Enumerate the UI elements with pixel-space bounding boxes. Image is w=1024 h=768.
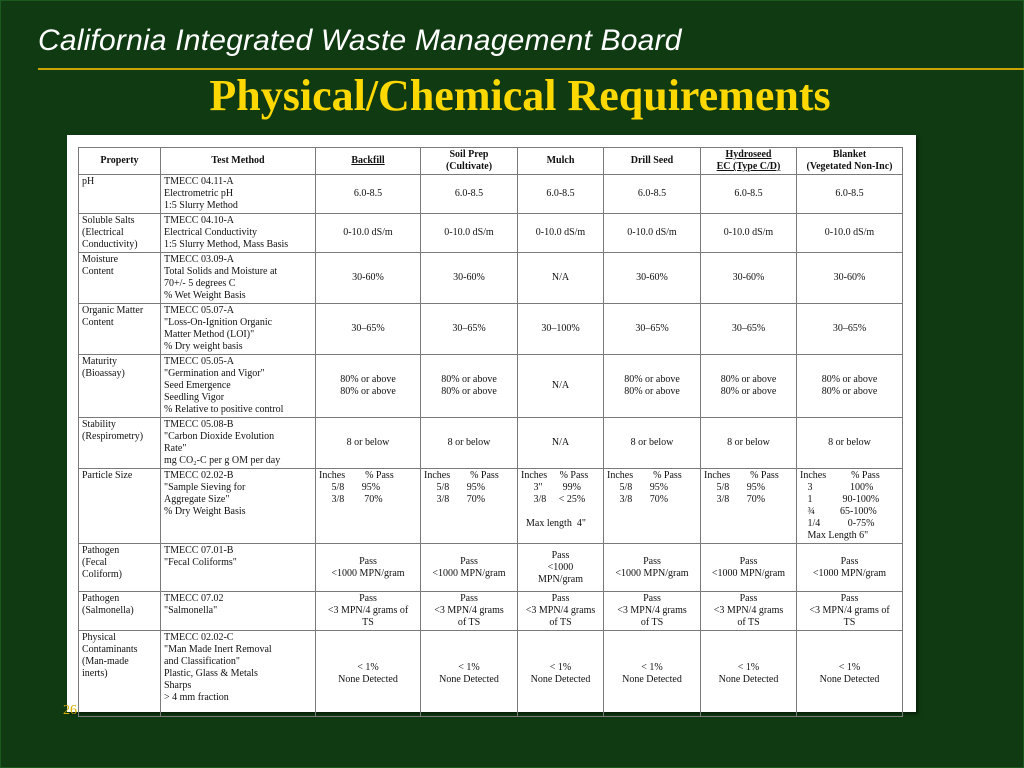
value-cell: 6.0-8.5 bbox=[604, 175, 701, 214]
value-cell: N/A bbox=[518, 355, 604, 418]
test-method-cell: TMECC 03.09-A Total Solids and Moisture at 70+/- 5 degrees C % Wet Weight Basis bbox=[161, 253, 316, 304]
value-cell: 80% or above 80% or above bbox=[421, 355, 518, 418]
value-cell: N/A bbox=[518, 418, 604, 469]
column-header: Drill Seed bbox=[604, 148, 701, 175]
column-header: Backfill bbox=[316, 148, 421, 175]
value-cell: Inches % Pass 3" 99% 3/8 < 25% Max length 4" bbox=[518, 469, 604, 544]
value-cell: Inches % Pass 5/8 95% 3/8 70% bbox=[604, 469, 701, 544]
table-row bbox=[79, 544, 903, 592]
value-cell: Inches % Pass 5/8 95% 3/8 70% bbox=[316, 469, 421, 544]
requirements-table bbox=[78, 147, 903, 717]
value-cell: 30–65% bbox=[604, 304, 701, 355]
table-row bbox=[79, 214, 903, 253]
property-cell: Maturity (Bioassay) bbox=[79, 355, 161, 418]
column-header: Soil Prep (Cultivate) bbox=[421, 148, 518, 175]
property-cell: Stability (Respirometry) bbox=[79, 418, 161, 469]
column-header: Test Method bbox=[161, 148, 316, 175]
value-cell: 30–65% bbox=[421, 304, 518, 355]
value-cell: < 1% None Detected bbox=[797, 631, 903, 717]
table-row bbox=[79, 253, 903, 304]
slide-title: Physical/Chemical Requirements bbox=[209, 71, 831, 120]
value-cell: Pass <3 MPN/4 grams of TS bbox=[701, 592, 797, 631]
value-cell: < 1% None Detected bbox=[604, 631, 701, 717]
value-cell: 30–100% bbox=[518, 304, 604, 355]
value-cell: 30–65% bbox=[701, 304, 797, 355]
value-cell: 6.0-8.5 bbox=[518, 175, 604, 214]
value-cell: 80% or above 80% or above bbox=[797, 355, 903, 418]
value-cell: < 1% None Detected bbox=[421, 631, 518, 717]
value-cell: Inches % Pass 5/8 95% 3/8 70% bbox=[701, 469, 797, 544]
table-row bbox=[79, 175, 903, 214]
org-title: California Integrated Waste Management Board bbox=[38, 24, 682, 57]
value-cell: Pass <3 MPN/4 grams of TS bbox=[421, 592, 518, 631]
property-cell: Physical Contaminants (Man-made inerts) bbox=[79, 631, 161, 717]
value-cell: Inches % Pass 5/8 95% 3/8 70% bbox=[421, 469, 518, 544]
test-method-cell: TMECC 04.11-A Electrometric pH 1:5 Slurry Method bbox=[161, 175, 316, 214]
test-method-cell: TMECC 02.02-B "Sample Sieving for Aggregate Size" % Dry Weight Basis bbox=[161, 469, 316, 544]
value-cell: Pass <1000 MPN/gram bbox=[316, 544, 421, 592]
value-cell: Pass <1000 MPN/gram bbox=[518, 544, 604, 592]
table-row bbox=[79, 469, 903, 544]
test-method-cell: TMECC 02.02-C "Man Made Inert Removal and Classification" Plastic, Glass & Metals Sharps > 4 mm fraction bbox=[161, 631, 316, 717]
table-row bbox=[79, 592, 903, 631]
page-number: 26 bbox=[63, 703, 77, 718]
value-cell: 30-60% bbox=[604, 253, 701, 304]
test-method-cell: TMECC 05.08-B "Carbon Dioxide Evolution Rate" mg CO₂-C per g OM per day bbox=[161, 418, 316, 469]
value-cell: 0-10.0 dS/m bbox=[701, 214, 797, 253]
value-cell: Pass <3 MPN/4 grams of TS bbox=[316, 592, 421, 631]
requirements-table-card bbox=[67, 135, 916, 712]
property-cell: Pathogen (Salmonella) bbox=[79, 592, 161, 631]
value-cell: 30-60% bbox=[316, 253, 421, 304]
value-cell: 8 or below bbox=[701, 418, 797, 469]
value-cell: Pass <1000 MPN/gram bbox=[701, 544, 797, 592]
table-row bbox=[79, 355, 903, 418]
value-cell: 0-10.0 dS/m bbox=[316, 214, 421, 253]
value-cell: 80% or above 80% or above bbox=[604, 355, 701, 418]
value-cell: 30-60% bbox=[797, 253, 903, 304]
value-cell: Pass <1000 MPN/gram bbox=[797, 544, 903, 592]
value-cell: 30-60% bbox=[701, 253, 797, 304]
table-row bbox=[79, 304, 903, 355]
value-cell: 6.0-8.5 bbox=[421, 175, 518, 214]
value-cell: < 1% None Detected bbox=[518, 631, 604, 717]
table-body bbox=[79, 175, 903, 717]
value-cell: 6.0-8.5 bbox=[316, 175, 421, 214]
value-cell: Inches % Pass 3 100% 1 90-100% ¾ 65-100% 1/4 0-75% Max Length 6" bbox=[797, 469, 903, 544]
property-cell: Organic Matter Content bbox=[79, 304, 161, 355]
value-cell: < 1% None Detected bbox=[316, 631, 421, 717]
value-cell: 0-10.0 dS/m bbox=[604, 214, 701, 253]
value-cell: 8 or below bbox=[316, 418, 421, 469]
value-cell: Pass <1000 MPN/gram bbox=[604, 544, 701, 592]
value-cell: 80% or above 80% or above bbox=[701, 355, 797, 418]
value-cell: Pass <1000 MPN/gram bbox=[421, 544, 518, 592]
table-row bbox=[79, 631, 903, 717]
value-cell: Pass <3 MPN/4 grams of TS bbox=[518, 592, 604, 631]
test-method-cell: TMECC 04.10-A Electrical Conductivity 1:5 Slurry Method, Mass Basis bbox=[161, 214, 316, 253]
value-cell: 0-10.0 dS/m bbox=[518, 214, 604, 253]
value-cell: 0-10.0 dS/m bbox=[421, 214, 518, 253]
column-header: Blanket (Vegetated Non-Inc) bbox=[797, 148, 903, 175]
value-cell: 30-60% bbox=[421, 253, 518, 304]
test-method-cell: TMECC 07.02 "Salmonella" bbox=[161, 592, 316, 631]
property-cell: Particle Size bbox=[79, 469, 161, 544]
value-cell: 8 or below bbox=[604, 418, 701, 469]
value-cell: 30–65% bbox=[797, 304, 903, 355]
column-header: Hydroseed EC (Type C/D) bbox=[701, 148, 797, 175]
table-header-row bbox=[79, 148, 903, 175]
value-cell: Pass <3 MPN/4 grams of TS bbox=[797, 592, 903, 631]
test-method-cell: TMECC 07.01-B "Fecal Coliforms" bbox=[161, 544, 316, 592]
test-method-cell: TMECC 05.07-A "Loss-On-Ignition Organic Matter Method (LOI)" % Dry weight basis bbox=[161, 304, 316, 355]
column-header: Mulch bbox=[518, 148, 604, 175]
property-cell: pH bbox=[79, 175, 161, 214]
value-cell: N/A bbox=[518, 253, 604, 304]
value-cell: 6.0-8.5 bbox=[701, 175, 797, 214]
test-method-cell: TMECC 05.05-A "Germination and Vigor" Seed Emergence Seedling Vigor % Relative to positive control bbox=[161, 355, 316, 418]
value-cell: 8 or below bbox=[421, 418, 518, 469]
value-cell: 0-10.0 dS/m bbox=[797, 214, 903, 253]
property-cell: Pathogen (Fecal Coliform) bbox=[79, 544, 161, 592]
value-cell: 30–65% bbox=[316, 304, 421, 355]
value-cell: < 1% None Detected bbox=[701, 631, 797, 717]
column-header: Property bbox=[79, 148, 161, 175]
value-cell: 80% or above 80% or above bbox=[316, 355, 421, 418]
value-cell: 8 or below bbox=[797, 418, 903, 469]
value-cell: Pass <3 MPN/4 grams of TS bbox=[604, 592, 701, 631]
property-cell: Soluble Salts (Electrical Conductivity) bbox=[79, 214, 161, 253]
property-cell: Moisture Content bbox=[79, 253, 161, 304]
table-row bbox=[79, 418, 903, 469]
value-cell: 6.0-8.5 bbox=[797, 175, 903, 214]
